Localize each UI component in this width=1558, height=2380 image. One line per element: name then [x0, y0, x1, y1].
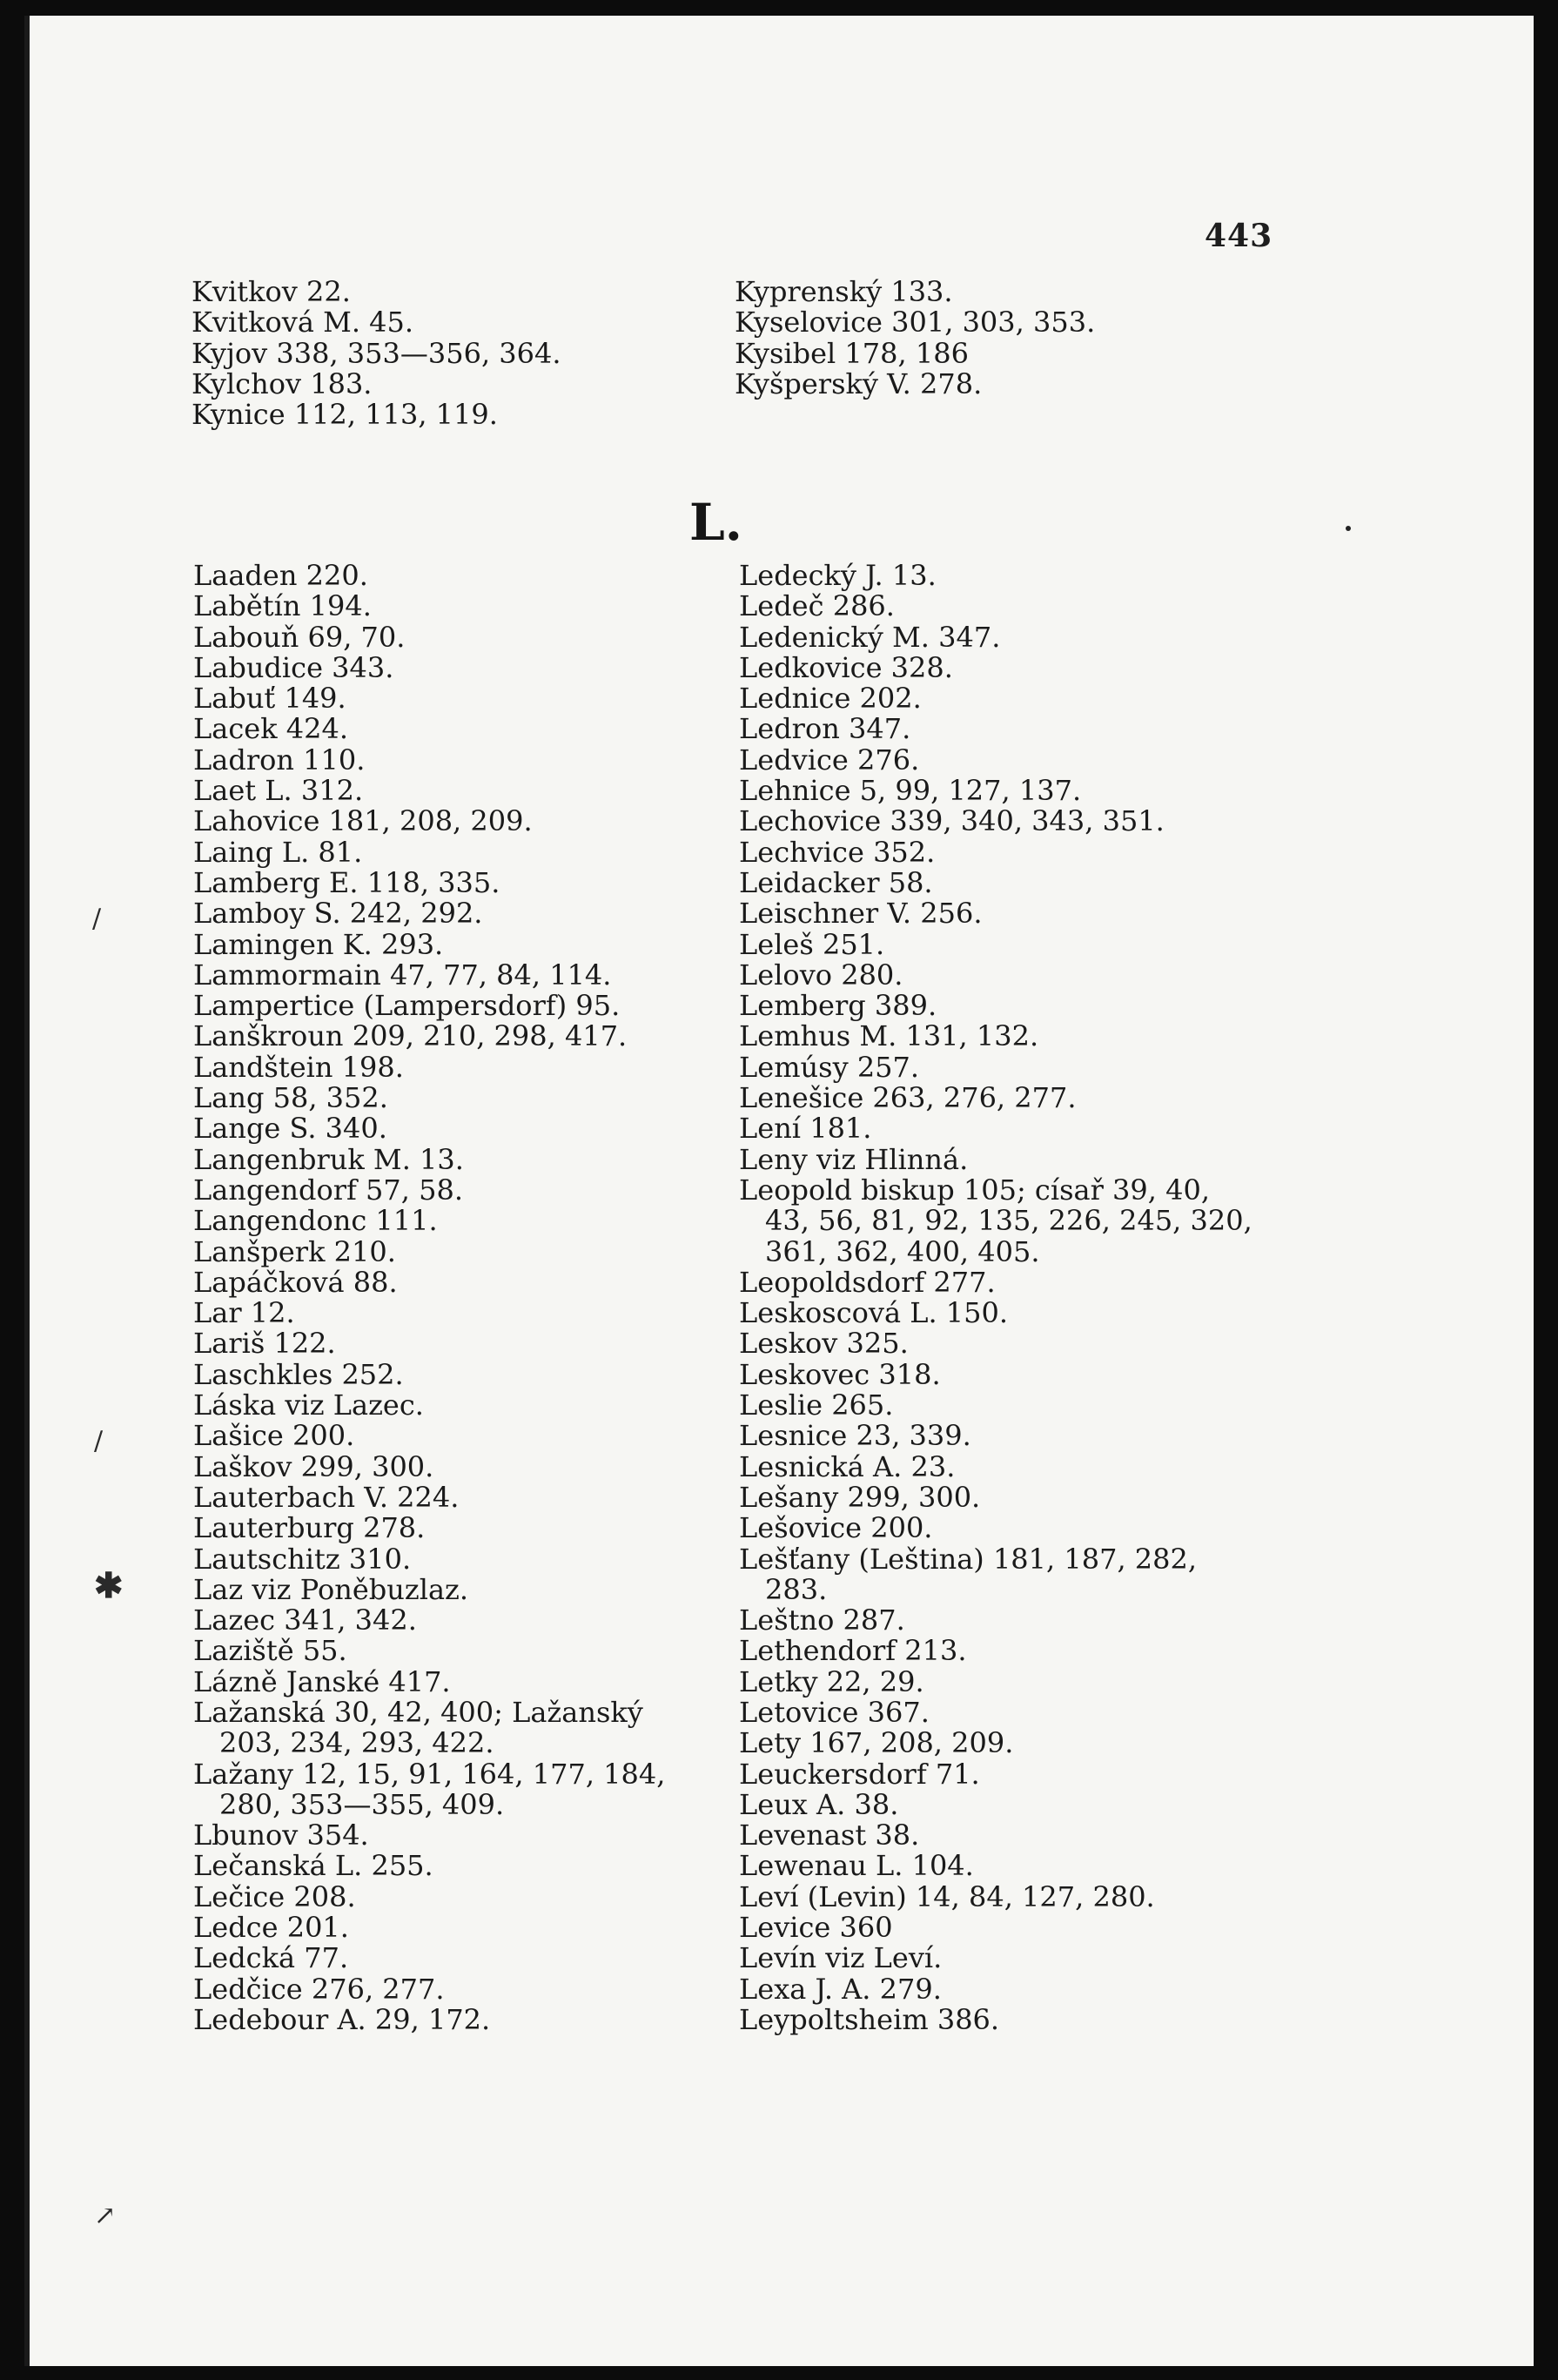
index-entry: Leštno 287. — [739, 1603, 905, 1637]
index-column-left — [193, 561, 665, 2035]
index-entry: Ledčice 276, 277. — [193, 1972, 445, 2006]
index-entry: Leypoltsheim 386. — [739, 2002, 1000, 2036]
index-entry: Kylchov 183. — [191, 366, 373, 400]
index-entry-continuation: 283. — [765, 1572, 828, 1606]
index-entry: Laing L. 81. — [193, 835, 363, 869]
index-entry: Ledeč 286. — [739, 589, 895, 623]
index-entry: Langendonc 111. — [193, 1204, 438, 1238]
index-entry: Ladron 110. — [193, 743, 366, 777]
index-entry: Laaden 220. — [193, 559, 368, 592]
index-entry: Leví (Levin) 14, 84, 127, 280. — [739, 1879, 1155, 1913]
index-entry-continuation: 203, 234, 293, 422. — [219, 1726, 494, 1760]
index-entry: Leuckersdorf 71. — [739, 1757, 980, 1791]
index-entry: Labětín 194. — [193, 589, 372, 623]
margin-ink-blot: ✱ — [94, 1565, 124, 1606]
index-entry: Leny viz Hlinná. — [739, 1142, 969, 1176]
index-entry: Ledron 347. — [739, 712, 911, 746]
page-number: 443 — [1205, 218, 1273, 254]
index-entry: Lelovo 280. — [739, 958, 903, 992]
index-entry: Lariš 122. — [193, 1327, 336, 1361]
index-entry: Lehnice 5, 99, 127, 137. — [739, 774, 1082, 808]
index-entry: Lampertice (Lampersdorf) 95. — [193, 989, 621, 1023]
margin-pencil-mark: / — [92, 904, 102, 934]
index-entry: Landštein 198. — [193, 1050, 404, 1084]
index-column-top-left — [191, 277, 561, 430]
margin-pencil-mark: ↗ — [94, 2201, 117, 2231]
index-column-right — [739, 561, 1252, 2035]
index-entry: Leskovec 318. — [739, 1357, 941, 1391]
section-letter-heading: L. — [689, 493, 742, 552]
index-entry: Langenbruk M. 13. — [193, 1142, 464, 1176]
index-entry: Lauterburg 278. — [193, 1511, 426, 1545]
index-entry: Laz viz Poněbuzlaz. — [193, 1572, 469, 1606]
index-entry: Lení 181. — [739, 1112, 872, 1146]
index-entry: Levín viz Leví. — [739, 1941, 943, 1975]
index-entry: Levenast 38. — [739, 1819, 920, 1852]
index-entry: Lethendorf 213. — [739, 1634, 967, 1668]
index-entry: Lar 12. — [193, 1296, 295, 1330]
index-entry: Lahovice 181, 208, 209. — [193, 804, 533, 838]
index-entry: Kyselovice 301, 303, 353. — [735, 306, 1096, 340]
index-entry: Letky 22, 29. — [739, 1664, 924, 1698]
index-entry: Lauterbach V. 224. — [193, 1480, 460, 1514]
margin-pencil-mark: / — [94, 1426, 104, 1456]
index-entry: Lemberg 389. — [739, 989, 937, 1023]
index-entry: Lacek 424. — [193, 712, 348, 746]
index-page — [24, 16, 1534, 2366]
index-entry: Lečanská L. 255. — [193, 1849, 433, 1883]
index-entry: Lange S. 340. — [193, 1112, 387, 1146]
index-entry: Laškov 299, 300. — [193, 1449, 434, 1483]
index-entry: Lešany 299, 300. — [739, 1480, 981, 1514]
index-entry: Lešovice 200. — [739, 1511, 933, 1545]
index-entry-continuation: 280, 353—355, 409. — [219, 1787, 505, 1821]
index-entry: Lašice 200. — [193, 1419, 355, 1453]
index-entry: Labudice 343. — [193, 650, 394, 684]
index-entry: Lanškroun 209, 210, 298, 417. — [193, 1019, 628, 1053]
index-entry: Leux A. 38. — [739, 1787, 899, 1821]
index-entry: Lapáčková 88. — [193, 1265, 398, 1299]
index-entry: Lečice 208. — [193, 1879, 356, 1913]
index-entry: Leopoldsdorf 277. — [739, 1265, 996, 1299]
index-entry: Ledebour A. 29, 172. — [193, 2002, 491, 2036]
index-entry: Leskov 325. — [739, 1327, 909, 1361]
index-entry: Ledecký J. 13. — [739, 559, 937, 592]
index-entry: Lázně Janské 417. — [193, 1664, 451, 1698]
index-entry: Laschkles 252. — [193, 1357, 404, 1391]
index-entry: Leidacker 58. — [739, 865, 933, 899]
index-entry: Lažanská 30, 42, 400; Lažanský — [193, 1695, 643, 1729]
index-entry: Láska viz Lazec. — [193, 1388, 424, 1422]
index-column-top-right — [735, 277, 1095, 400]
index-entry: Lanšperk 210. — [193, 1234, 396, 1268]
index-entry: Kyprenský 133. — [735, 275, 953, 308]
index-entry: Lesnická A. 23. — [739, 1449, 956, 1483]
index-entry: Lewenau L. 104. — [739, 1849, 974, 1883]
index-entry: Lamberg E. 118, 335. — [193, 865, 500, 899]
index-entry-continuation: 43, 56, 81, 92, 135, 226, 245, 320, — [765, 1204, 1252, 1238]
index-entry: Letovice 367. — [739, 1695, 930, 1729]
index-entry: Kysibel 178, 186 — [735, 336, 969, 370]
index-entry: Lemúsy 257. — [739, 1050, 920, 1084]
index-entry: Kvitkov 22. — [191, 275, 351, 308]
index-entry: Lammormain 47, 77, 84, 114. — [193, 958, 612, 992]
index-entry: Levice 360 — [739, 1911, 893, 1945]
index-entry: Lbunov 354. — [193, 1819, 369, 1852]
index-entry-continuation: 361, 362, 400, 405. — [765, 1234, 1040, 1268]
index-entry: Lechovice 339, 340, 343, 351. — [739, 804, 1165, 838]
index-entry: Lautschitz 310. — [193, 1542, 412, 1576]
index-entry: Laziště 55. — [193, 1634, 347, 1668]
index-entry: Langendorf 57, 58. — [193, 1173, 463, 1207]
index-entry: Lesnice 23, 339. — [739, 1419, 971, 1453]
index-entry: Ledkovice 328. — [739, 650, 953, 684]
index-entry: Ledce 201. — [193, 1911, 349, 1945]
print-speck — [1346, 526, 1351, 531]
index-entry: Lexa J. A. 279. — [739, 1972, 942, 2006]
index-entry: Ledenický M. 347. — [739, 620, 1001, 654]
index-entry: Kynice 112, 113, 119. — [191, 398, 498, 432]
index-entry: Lamboy S. 242, 292. — [193, 897, 483, 931]
index-entry: Leleš 251. — [739, 927, 885, 961]
index-entry: Lang 58, 352. — [193, 1081, 388, 1115]
index-entry: Lenešice 263, 276, 277. — [739, 1081, 1077, 1115]
index-entry: Leskoscová L. 150. — [739, 1296, 1009, 1330]
index-entry: Labuť 149. — [193, 682, 346, 716]
index-entry: Kvitková M. 45. — [191, 306, 414, 340]
index-entry: Lamingen K. 293. — [193, 927, 444, 961]
index-entry: Kyjov 338, 353—356, 364. — [191, 336, 561, 370]
index-entry: Laet L. 312. — [193, 774, 364, 808]
index-entry: Lednice 202. — [739, 682, 922, 716]
index-entry: Lažany 12, 15, 91, 164, 177, 184, — [193, 1757, 666, 1791]
index-entry: Leischner V. 256. — [739, 897, 983, 931]
index-entry: Lazec 341, 342. — [193, 1603, 417, 1637]
index-entry: Ledcká 77. — [193, 1941, 349, 1975]
index-entry: Lety 167, 208, 209. — [739, 1726, 1014, 1760]
index-entry: Lešťany (Leština) 181, 187, 282, — [739, 1542, 1198, 1576]
index-entry: Labouň 69, 70. — [193, 620, 406, 654]
index-entry: Leopold biskup 105; císař 39, 40, — [739, 1173, 1210, 1207]
index-entry: Lemhus M. 131, 132. — [739, 1019, 1039, 1053]
index-entry: Leslie 265. — [739, 1388, 894, 1422]
index-entry: Ledvice 276. — [739, 743, 920, 777]
index-entry: Kyšperský V. 278. — [735, 366, 983, 400]
index-entry: Lechvice 352. — [739, 835, 936, 869]
